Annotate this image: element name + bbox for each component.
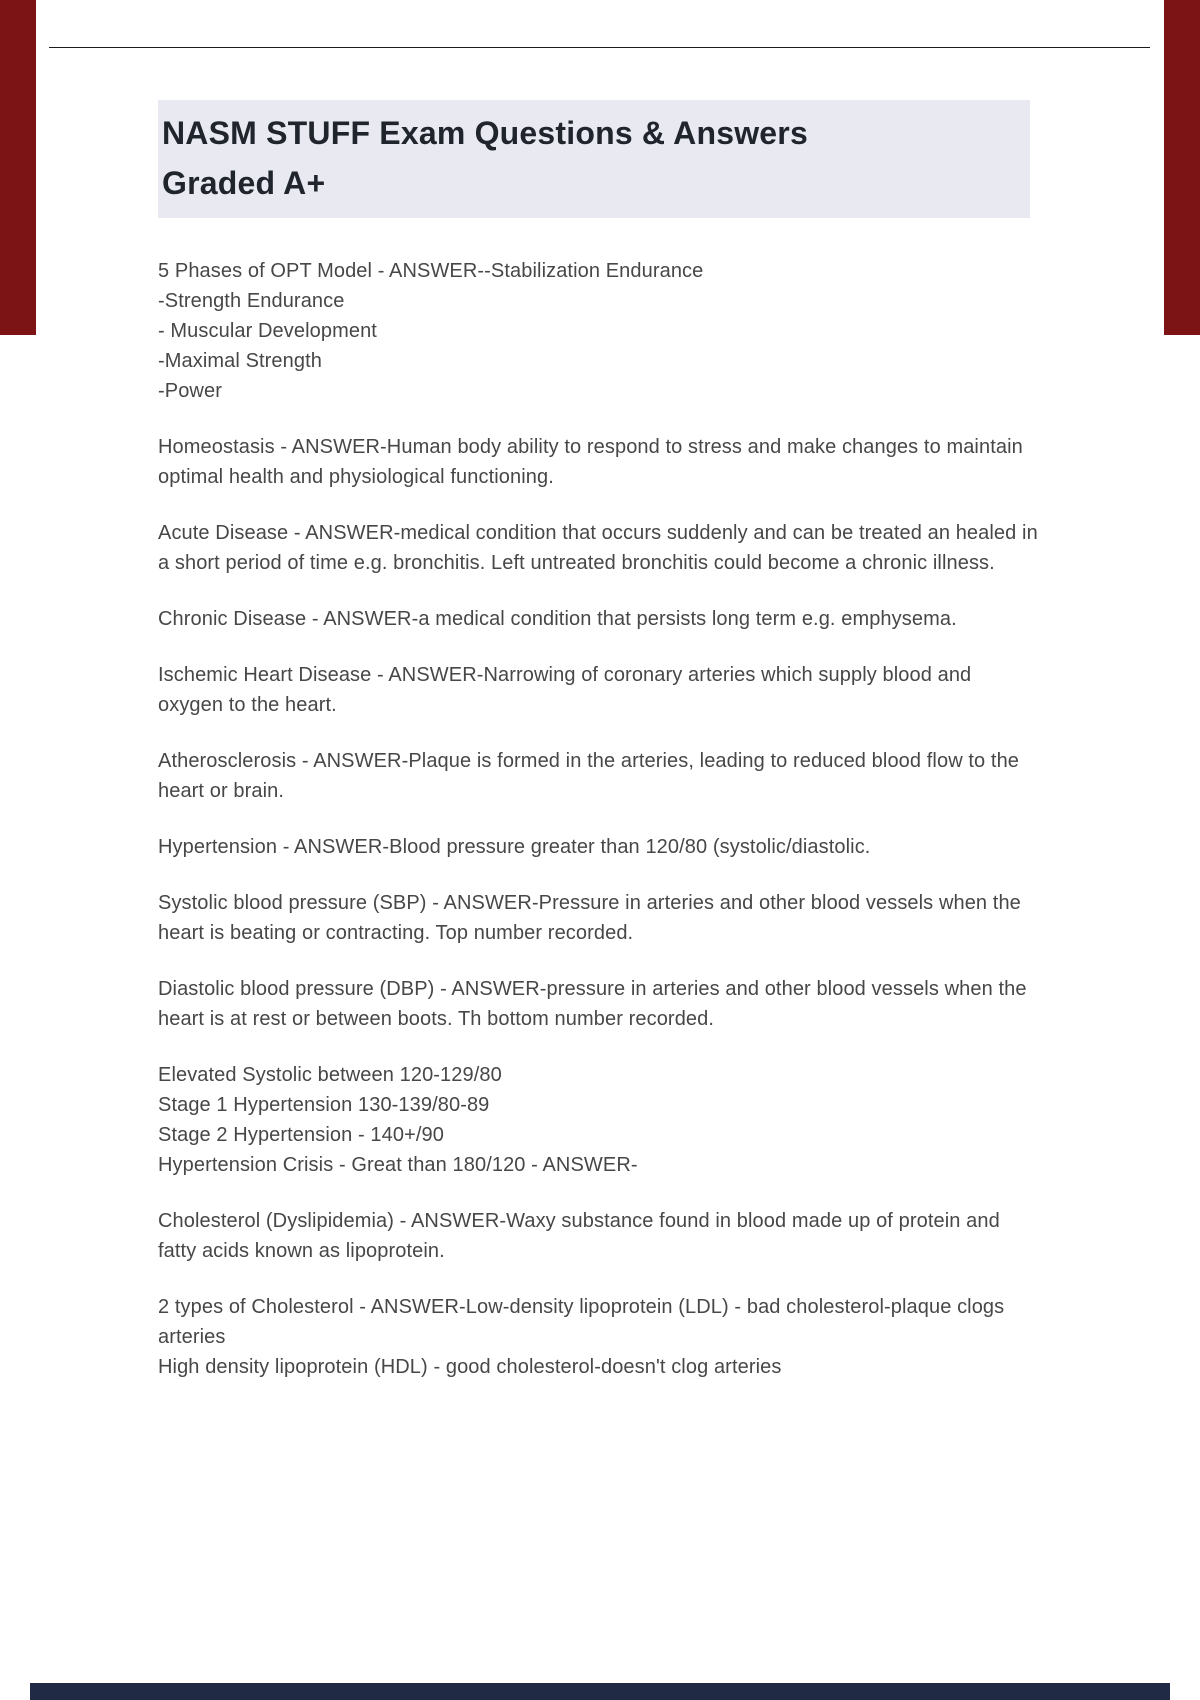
qa-block: Homeostasis - ANSWER-Human body ability to respond to stress and make changes to maintain optimal health and physiological functioning. bbox=[158, 436, 1023, 488]
document-title-line1: NASM STUFF Exam Questions & Answers bbox=[162, 115, 808, 151]
qa-block: Acute Disease - ANSWER-medical condition that occurs suddenly and can be treated an healed in a short period of time e.g. bronchitis. Left untreated bronchitis could become a chronic illness. bbox=[158, 522, 1038, 574]
qa-block: Cholesterol (Dyslipidemia) - ANSWER-Waxy substance found in blood made up of protein and fatty acids known as lipoprotein. bbox=[158, 1210, 1000, 1262]
qa-block: 2 types of Cholesterol - ANSWER-Low-density lipoprotein (LDL) - bad cholesterol-plaque clogs arteries High density lipoprotein (HDL) - good cholesterol-doesn't clog arteries bbox=[158, 1296, 1005, 1378]
document-title-line2: Graded A+ bbox=[162, 165, 326, 201]
bottom-bar bbox=[30, 1683, 1170, 1700]
qa-block: Elevated Systolic between 120-129/80 Stage 1 Hypertension 130-139/80-89 Stage 2 Hypertension - 140+/90 Hypertension Crisis - Great than 180/120 - ANSWER- bbox=[158, 1064, 638, 1176]
qa-block: Hypertension - ANSWER-Blood pressure greater than 120/80 (systolic/diastolic. bbox=[158, 836, 871, 858]
qa-block: Ischemic Heart Disease - ANSWER-Narrowing of coronary arteries which supply blood and oxygen to the heart. bbox=[158, 664, 972, 716]
left-edge-accent bbox=[0, 0, 36, 335]
qa-block: Atherosclerosis - ANSWER-Plaque is formed in the arteries, leading to reduced blood flow to the heart or brain. bbox=[158, 750, 1020, 802]
top-divider bbox=[49, 47, 1150, 48]
right-edge-accent bbox=[1164, 0, 1200, 335]
qa-block: Systolic blood pressure (SBP) - ANSWER-Pressure in arteries and other blood vessels when the heart is beating or contracting. Top number recorded. bbox=[158, 892, 1021, 944]
qa-block: Diastolic blood pressure (DBP) - ANSWER-pressure in arteries and other blood vessels when the heart is at rest or between boots. Th bottom number recorded. bbox=[158, 978, 1027, 1030]
qa-blocks bbox=[158, 256, 1040, 1382]
qa-block: Chronic Disease - ANSWER-a medical condition that persists long term e.g. emphysema. bbox=[158, 608, 957, 630]
document-title bbox=[158, 100, 1030, 218]
document-content bbox=[158, 100, 1040, 1408]
qa-block: 5 Phases of OPT Model - ANSWER--Stabilization Endurance -Strength Endurance - Muscular Development -Maximal Strength -Power bbox=[158, 260, 704, 402]
